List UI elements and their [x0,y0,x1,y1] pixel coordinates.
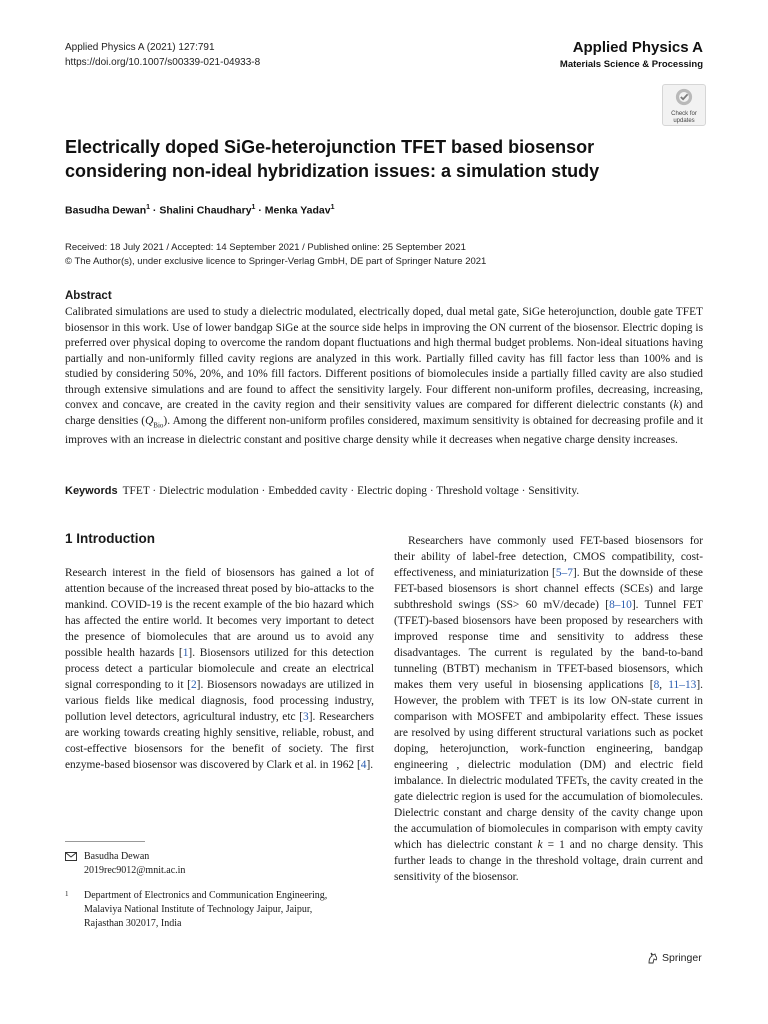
badge-label-1: Check for [671,111,697,117]
section-heading: 1 Introduction [65,531,155,546]
journal-citation: Applied Physics A (2021) 127:791 [65,42,215,53]
k-symbol: k [673,399,679,411]
author-separator: · [150,204,160,217]
keywords-line [65,485,705,497]
reference-link[interactable]: 8 [653,679,660,691]
reference-link[interactable]: 8–10 [609,599,632,611]
author-affiliation-mark: 1 [251,204,256,211]
abstract-text [65,305,703,449]
publisher-logo [647,952,702,964]
author-affiliation-mark: 1 [146,204,151,211]
text-span: = 1 and no charge density. This further leads to change in the threshold voltage, drain current and sensitivity of the biosensor. [394,839,704,883]
check-for-updates-badge[interactable] [662,84,706,126]
text-span: ]. Researchers are working towards creating highly sensitive, reliable, robust, and cost-effective biosensors for the benefit of society. The first enzyme-based biosensor was discovered by Clark et al. in 1962 [ [65,711,374,771]
reference-link[interactable]: 5–7 [555,567,573,579]
citation-block [65,40,260,70]
text-span: ]. But the downside of these FET-based biosensors is short channel effects (SCEs) and large subthreshold swings (SS> 60 mV/decade) [ [394,567,703,611]
text-span: Researchers have commonly used FET-based biosensors for their ability of label-free detection, CMOS compatibility, cost-effectiveness, and miniaturization [ [394,535,703,579]
intro-paragraph [65,565,374,773]
text-span: ]. Biosensors nowadays are utilized in various fields like medical diagnosis, food processing industry, pollution level detectors, agricultural industry, etc [ [65,679,375,723]
affiliation-note [65,889,327,931]
springer-horse-icon [647,952,658,964]
keywords-list: TFET · Dielectric modulation · Embedded cavity · Electric doping · Threshold voltage · Sensitivity. [122,485,580,497]
reference-link[interactable]: 11–13 [668,679,697,691]
author-affiliation-mark: 1 [330,204,335,211]
footnote-divider [65,841,145,842]
keywords-label: Keywords [65,485,118,497]
intro-paragraph [394,533,703,885]
reference-link[interactable]: 3 [303,711,309,723]
journal-name: Applied Physics A [572,39,703,56]
publication-dates: Received: 18 July 2021 / Accepted: 14 September 2021 / Published online: 25 September 2021 [65,242,466,253]
intro-right-column [394,533,703,885]
abstract-heading: Abstract [65,290,112,302]
copyright-line: © The Author(s), under exclusive licence to Springer-Verlag GmbH, DE part of Springer Nature 2021 [65,256,487,267]
check-updates-icon [675,88,693,106]
text-span: ]. Tunnel FET (TFET)-based biosensors have been proposed by researchers with improved response time and sensitivity to address these disadvantages. The current is regulated by the band-to-band tunneling (BTBT) mechanism in TFET-based biosensors, which makes them very useful in biosensing applications [ [394,599,703,691]
badge-label-2: updates [673,117,695,124]
corresponding-author-email[interactable]: 2019rec9012@mnit.ac.in [84,865,186,876]
author-name[interactable]: Menka Yadav [264,204,331,217]
doi-link[interactable]: https://doi.org/10.1007/s00339-021-04933-8 [65,57,261,68]
publication-info [65,241,486,269]
journal-subtitle: Materials Science & Processing [559,59,703,70]
author-list [65,204,334,217]
text-span: ]. [366,759,374,771]
intro-left-column [65,565,374,773]
k-symbol: k [537,839,543,851]
q-subscript: Bio [153,420,164,429]
envelope-icon [65,852,77,861]
text-span: ]. Biosensors utilized for this detection process detect a particular biomolecule and create an electrical signal corresponding to it [ [65,647,374,691]
text-span: ]. However, the problem with TFET is its low ON-state current in comparison with MOSFET and ambipolarity effect. These issues are resolved by using different structural variations such as pocket doping, heterojunction, work-function engineering, bandgap engineering , dielectric modulation (DM) and electric field imbalance. In dielectric modulated TFETs, the cavity created in the gate dielectric region is used for the accumulation of biomolecules. Dielectric constant and charge density of the cavity change upon the accumulation of biomolecules in comparison with empty cavity which has dielectric constant [394,679,703,851]
corresponding-author-name: Basudha Dewan [84,851,150,862]
reference-link[interactable]: 1 [182,647,189,659]
author-separator: · [255,204,265,217]
author-name[interactable]: Basudha Dewan [65,204,147,217]
corresponding-author-note [65,850,185,878]
abstract-span: ) and charge densities ( [65,399,703,427]
affiliation-line: Malaviya National Institute of Technology Jaipur, Jaipur, [84,904,313,915]
q-symbol: Q [145,414,154,427]
abstract-span: Calibrated simulations are used to study a dielectric modulated, electrically doped, dual metal gate, SiGe heterojunction, double gate TFET biosensor in this work. Use of lower bandgap SiGe at the source side helps in improving the ON current of the biosensor. Electric doping is preferred over physical doping to overcome the random dopant fluctuations and high thermal budget problems. Non-ideal situations having partially and non-uniformly filled cavity regions are analyzed in this work. Partially filled cavity has fill factor less than 100% and is studied by considering 50%, 20%, and 10% fill factors. Different positions of biomolecules inside a partially filled cavity are also studied through extensive simulations and are found to affect the sensitivity largely. Four different non-uniform profiles, decreasing, increasing, convex and concave, are created in the cavity region and their sensitivity values are compared for different dielectric constants ( [65,306,703,411]
text-span: , [659,679,669,691]
reference-link[interactable]: 4 [360,759,367,771]
journal-masthead [560,40,703,71]
reference-link[interactable]: 2 [190,679,197,691]
affiliation-line: Rajasthan 302017, India [84,918,182,929]
affiliation-number: 1 [65,890,69,898]
publisher-name: Springer [662,952,702,964]
affiliation-line: Department of Electronics and Communication Engineering, [84,890,328,901]
author-name[interactable]: Shalini Chaudhary [159,204,252,217]
text-span: Research interest in the field of biosensors has gained a lot of attention because of the increased threat posed by bio-attacks to the mankind. COVID-19 is the recent example of the bio hazard which has affected the entire world. It becomes very important to detect the presence of biomolecules that are around us to avoid any possible health hazards [ [65,567,374,659]
article-title: Electrically doped SiGe-heterojunction TFET based biosensor considering non-ideal hybridization issues: a simulation study [65,137,600,181]
abstract-span: ). Among the different non-uniform profiles considered, maximum sensitivity is obtained for decreasing profile and it improves with an increase in dielectric constant and positive charge density while it decreases when negative charge density increases. [65,414,703,447]
